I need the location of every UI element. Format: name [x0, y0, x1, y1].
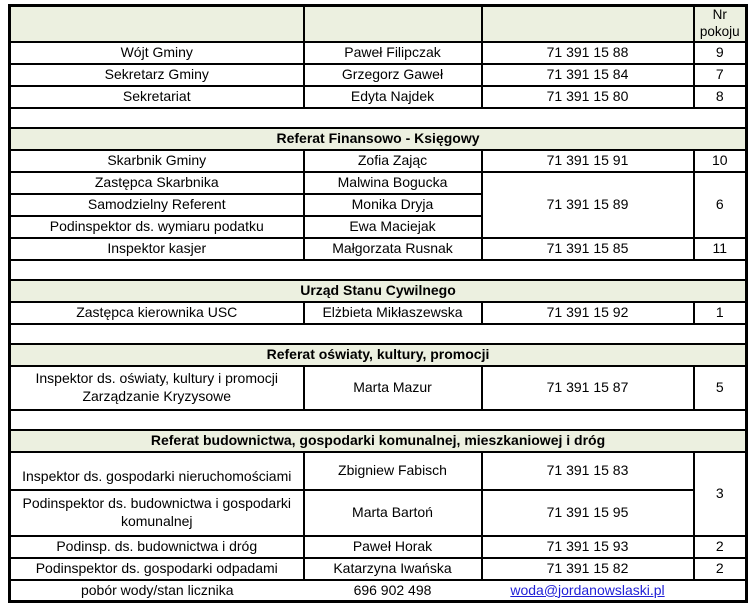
room-cell: 8 [694, 86, 747, 108]
phone-cell: 71 391 15 84 [482, 64, 694, 86]
table-row [10, 536, 747, 558]
title-line-1: Inspektor ds. oświaty, kultury i promocji [35, 370, 278, 387]
header-room-cell: Nr pokoju [694, 6, 747, 42]
table-row [10, 238, 747, 260]
spacer-cell [10, 410, 747, 430]
title-cell: Sekretarz Gminy [10, 64, 304, 86]
title-cell: Wójt Gminy [10, 42, 304, 64]
water-meter-row [10, 580, 747, 602]
room-cell: 1 [694, 302, 747, 324]
phone-cell: 71 391 15 91 [482, 150, 694, 172]
header-title-cell [10, 6, 304, 42]
spacer-cell [10, 324, 747, 344]
section-header: Urząd Stanu Cywilnego [10, 280, 747, 302]
name-cell: Elżbieta Mikłaszewska [304, 302, 482, 324]
table-row [10, 86, 747, 108]
name-cell: Marta Bartoń [304, 490, 482, 536]
title-cell [10, 366, 304, 410]
title-cell: Inspektor ds. gospodarki nieruchomościami [10, 452, 304, 490]
header-phone-cell [482, 6, 694, 42]
name-cell: Zbigniew Fabisch [304, 452, 482, 490]
shared-phone-cell: 71 391 15 89 [482, 172, 694, 238]
email-cell [482, 580, 694, 602]
shared-room-cell: 3 [694, 452, 747, 536]
spacer-cell [10, 108, 747, 128]
name-cell: Grzegorz Gaweł [304, 64, 482, 86]
table-row [10, 366, 747, 410]
room-cell: 5 [694, 366, 747, 410]
phone-directory-table [8, 4, 748, 603]
name-cell: Edyta Najdek [304, 86, 482, 108]
table-row [10, 302, 747, 324]
section-header-row [10, 430, 747, 452]
title-cell: Zastępca Skarbnika [10, 172, 304, 194]
section-header: Referat budownictwa, gospodarki komunalnej, mieszkaniowej i dróg [10, 430, 747, 452]
name-cell: Paweł Filipczak [304, 42, 482, 64]
title-cell: Zastępca kierownika USC [10, 302, 304, 324]
name-cell: Paweł Horak [304, 536, 482, 558]
name-cell: Małgorzata Rusnak [304, 238, 482, 260]
section-header-row [10, 280, 747, 302]
title-cell: Podinspektor ds. budownictwa i gospodarki komunalnej [10, 490, 304, 536]
room-cell: 10 [694, 150, 747, 172]
room-cell: 2 [694, 536, 747, 558]
title-cell: Inspektor kasjer [10, 238, 304, 260]
spacer-cell [10, 260, 747, 280]
room-cell: 9 [694, 42, 747, 64]
phone-cell: 71 391 15 88 [482, 42, 694, 64]
phone-cell: 71 391 15 95 [482, 490, 694, 536]
title-cell: Podinspektor ds. gospodarki odpadami [10, 558, 304, 580]
title-cell: Sekretariat [10, 86, 304, 108]
name-cell: Ewa Maciejak [304, 216, 482, 238]
header-name-cell [304, 6, 482, 42]
section-header: Referat Finansowo - Księgowy [10, 128, 747, 150]
name-cell: Zofia Zając [304, 150, 482, 172]
room-cell [694, 580, 747, 602]
name-cell: Katarzyna Iwańska [304, 558, 482, 580]
shared-room-cell: 6 [694, 172, 747, 238]
title-cell: Podinspektor ds. wymiaru podatku [10, 216, 304, 238]
phone-cell: 71 391 15 80 [482, 86, 694, 108]
spacer-row [10, 324, 747, 344]
title-cell: Podinsp. ds. budownictwa i dróg [10, 536, 304, 558]
title-line-2: Zarządzanie Kryzysowe [82, 387, 232, 404]
title-cell: Skarbnik Gminy [10, 150, 304, 172]
email-link[interactable]: woda@jordanowslaski.pl [510, 581, 665, 598]
table-row [10, 172, 747, 194]
section-header-row [10, 344, 747, 366]
title-cell: pobór wody/stan licznika [10, 580, 304, 602]
room-cell: 11 [694, 238, 747, 260]
phone-cell: 696 902 498 [304, 580, 482, 602]
phone-cell: 71 391 15 87 [482, 366, 694, 410]
phone-cell: 71 391 15 83 [482, 452, 694, 490]
name-cell: Monika Dryja [304, 194, 482, 216]
title-cell: Samodzielny Referent [10, 194, 304, 216]
section-header: Referat oświaty, kultury, promocji [10, 344, 747, 366]
section-header-row [10, 128, 747, 150]
spacer-row [10, 108, 747, 128]
table-header-row [10, 6, 747, 42]
table-row [10, 42, 747, 64]
table-row [10, 64, 747, 86]
table-row [10, 490, 747, 536]
table-row [10, 150, 747, 172]
room-cell: 2 [694, 558, 747, 580]
name-cell: Malwina Bogucka [304, 172, 482, 194]
phone-cell: 71 391 15 93 [482, 536, 694, 558]
spacer-row [10, 410, 747, 430]
name-cell: Marta Mazur [304, 366, 482, 410]
phone-cell: 71 391 15 82 [482, 558, 694, 580]
phone-cell: 71 391 15 92 [482, 302, 694, 324]
table-row [10, 558, 747, 580]
spacer-row [10, 260, 747, 280]
table-row [10, 452, 747, 490]
phone-cell: 71 391 15 85 [482, 238, 694, 260]
room-cell: 7 [694, 64, 747, 86]
